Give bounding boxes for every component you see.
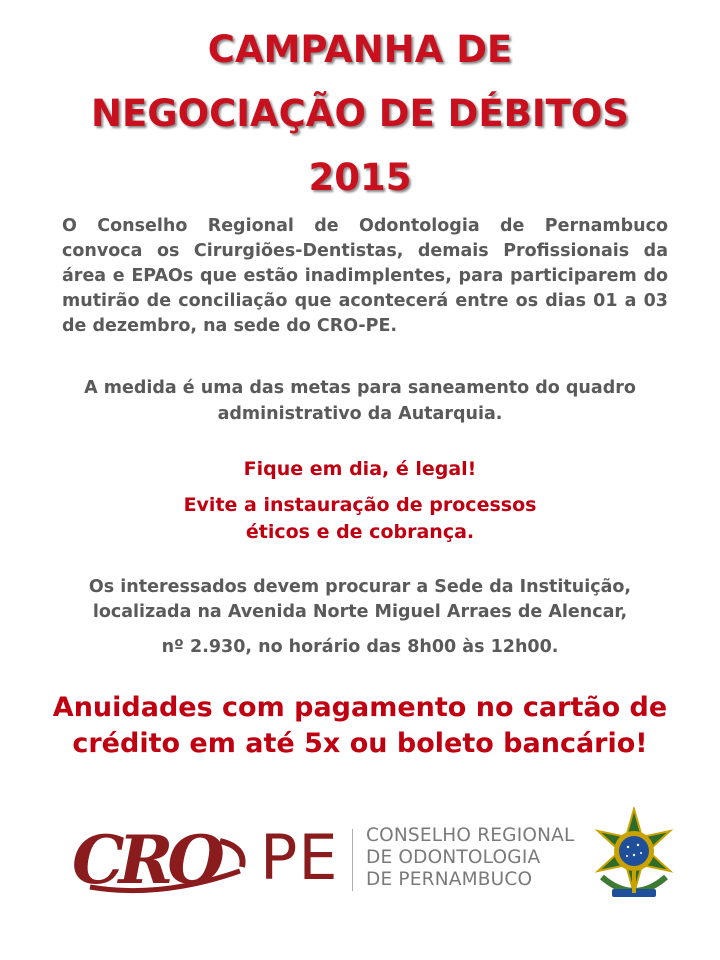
cro-logo-text: CRO — [72, 821, 219, 899]
goal-paragraph: A medida é uma das metas para saneamento do quadro administrativo da Autarquia. — [84, 378, 636, 424]
title-line-2: NEGOCIAÇÃO DE DÉBITOS — [91, 92, 629, 135]
campaign-title — [0, 18, 720, 210]
cro-logo-accent — [220, 841, 243, 867]
title-line-1: CAMPANHA DE — [207, 28, 513, 71]
payment-cta-line-2: crédito em até 5x ou boleto bancário! — [72, 728, 648, 759]
payment-cta — [0, 690, 720, 762]
location-line-3: nº 2.930, no horário das 8h00 às 12h00. — [161, 637, 559, 657]
council-line-2: DE ODONTOLOGIA — [366, 847, 541, 868]
location-paragraph — [50, 575, 670, 660]
brazil-coat-of-arms-icon — [588, 807, 680, 907]
payment-cta-line-1: Anuidades com pagamento no cartão de — [52, 692, 668, 723]
location-line-2: localizada na Avenida Norte Miguel Arraes de Alencar, — [92, 602, 628, 622]
council-line-1: CONSELHO REGIONAL — [366, 825, 575, 846]
council-name — [366, 825, 575, 891]
pe-text: PE — [260, 821, 339, 894]
location-line-1: Os interessados devem procurar a Sede da Instituição, — [88, 577, 632, 597]
cro-logo — [70, 821, 250, 901]
title-line-3: 2015 — [308, 156, 412, 199]
highlight-stay-current: Fique em dia, é legal! — [243, 458, 477, 480]
seal-globe — [619, 836, 649, 866]
intro-paragraph: O Conselho Regional de Odontologia de Pernambuco convoca os Cirurgiões-Dentistas, demais Profissionais da área e EPAOs que estão inadimplentes, para participarem do mutirão de conciliação que acontecerá entre os dias 01 a 03 de dezembro, na sede do CRO-PE. — [62, 216, 668, 336]
council-line-3: DE PERNAMBUCO — [366, 869, 533, 890]
logo-divider — [352, 829, 353, 891]
seal-sword — [632, 871, 636, 893]
footer — [60, 815, 680, 925]
highlight-avoid-processes: Evite a instauração de processos éticos e de cobrança. — [183, 494, 537, 543]
